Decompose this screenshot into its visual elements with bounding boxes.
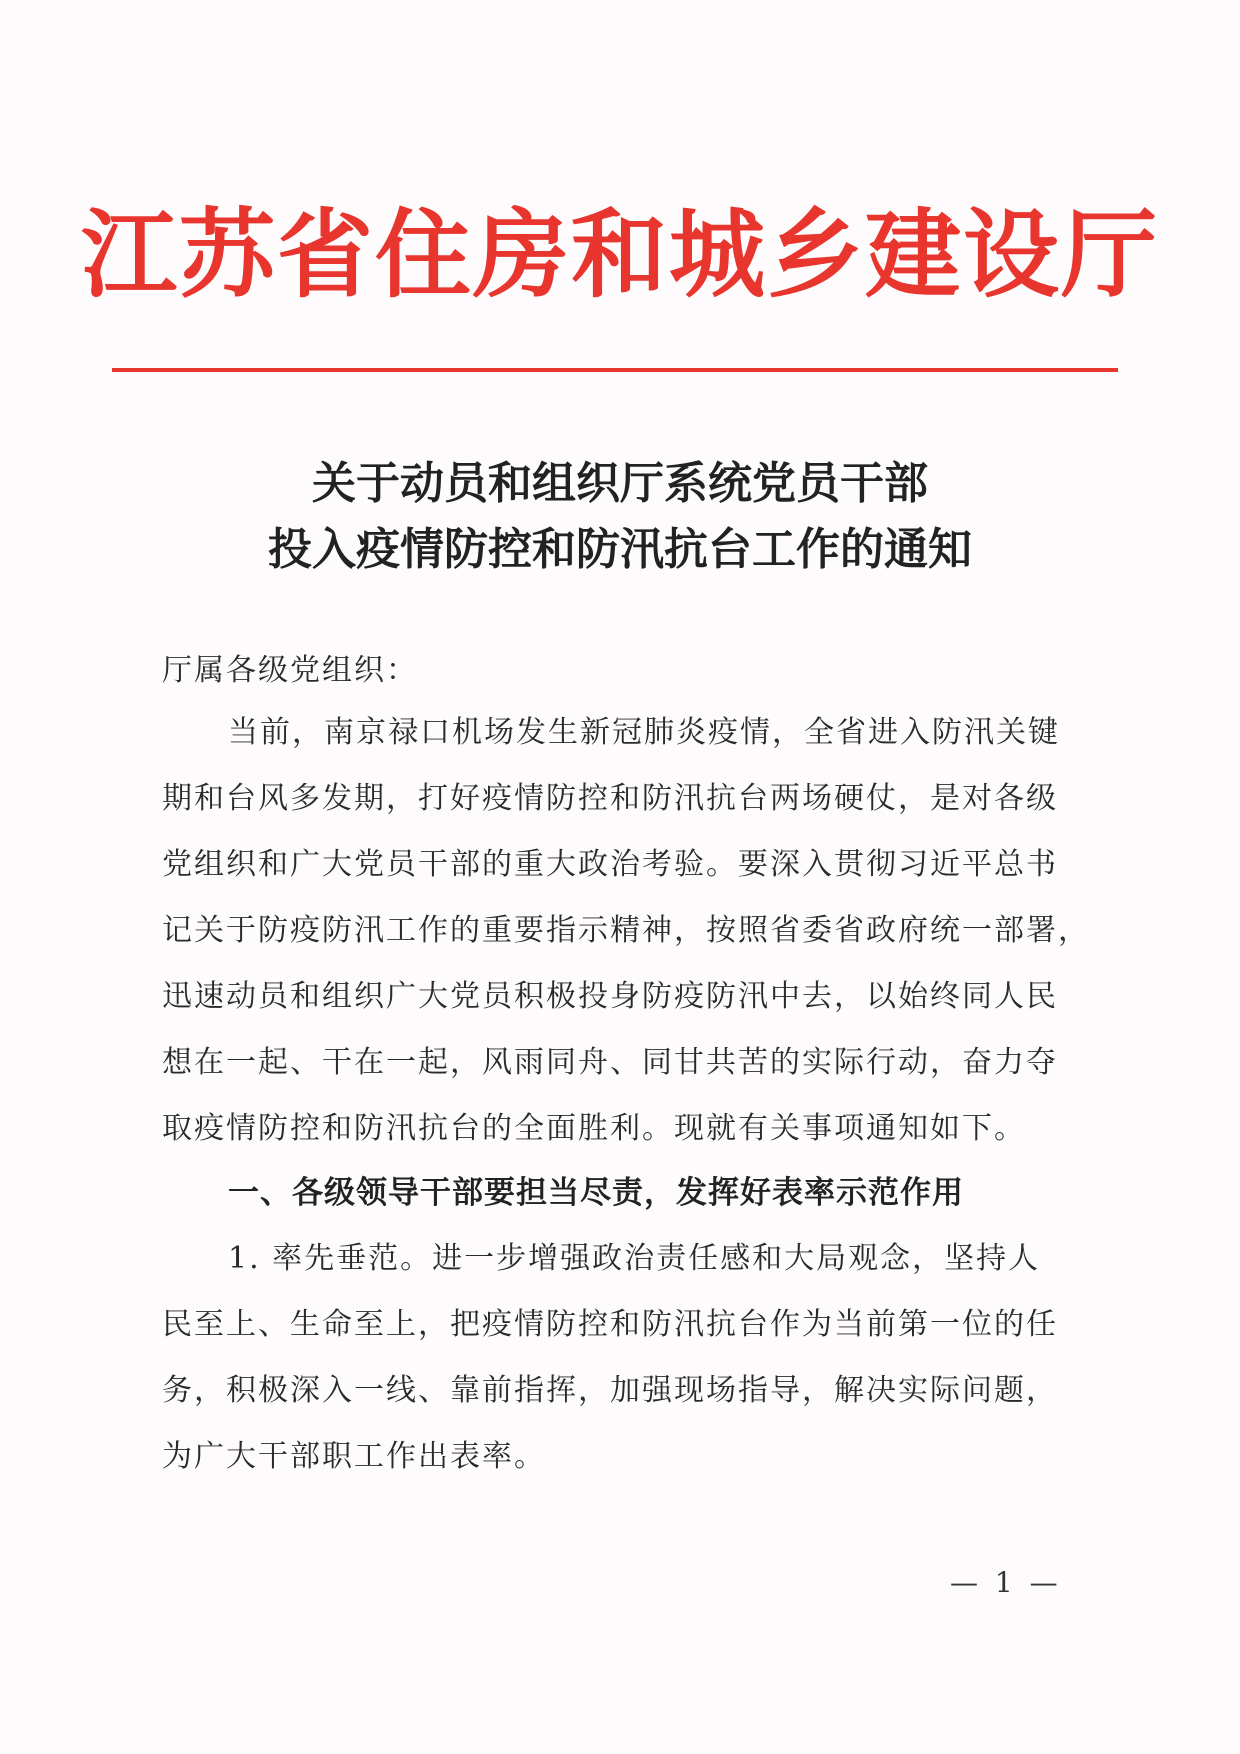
agency-masthead: 江苏省住房和城乡建设厅 [81, 198, 1159, 311]
masthead-red-rule [112, 368, 1118, 372]
intro-line: 记关于防疫防汛工作的重要指示精神，按照省委省政府统一部署， [162, 913, 1090, 948]
item-1-line: 1. 率先垂范。进一步增强政治责任感和大局观念，坚持人 [228, 1241, 1041, 1276]
section-1-heading: 一、各级领导干部要担当尽责，发挥好表率示范作用 [228, 1175, 964, 1211]
intro-line: 党组织和广大党员干部的重大政治考验。要深入贯彻习近平总书 [162, 847, 1058, 882]
salutation: 厅属各级党组织： [162, 653, 418, 688]
page-number: — 1 — [950, 1566, 1062, 1599]
intro-line: 迅速动员和组织广大党员积极投身防疫防汛中去，以始终同人民 [162, 979, 1058, 1014]
item-1-line: 民至上、生命至上，把疫情防控和防汛抗台作为当前第一位的任 [162, 1307, 1058, 1342]
document-title-line-1: 关于动员和组织厅系统党员干部 [312, 458, 928, 509]
intro-line: 期和台风多发期，打好疫情防控和防汛抗台两场硬仗，是对各级 [162, 781, 1058, 816]
intro-line: 取疫情防控和防汛抗台的全面胜利。现就有关事项通知如下。 [162, 1111, 1026, 1146]
intro-line: 想在一起、干在一起，风雨同舟、同甘共苦的实际行动，奋力夺 [162, 1045, 1058, 1080]
item-1-line: 为广大干部职工作出表率。 [162, 1439, 546, 1474]
document-title-line-2: 投入疫情防控和防汛抗台工作的通知 [268, 524, 972, 575]
intro-line: 当前，南京禄口机场发生新冠肺炎疫情，全省进入防汛关键 [228, 715, 1060, 750]
item-1-line: 务，积极深入一线、靠前指挥，加强现场指导，解决实际问题， [162, 1373, 1058, 1408]
